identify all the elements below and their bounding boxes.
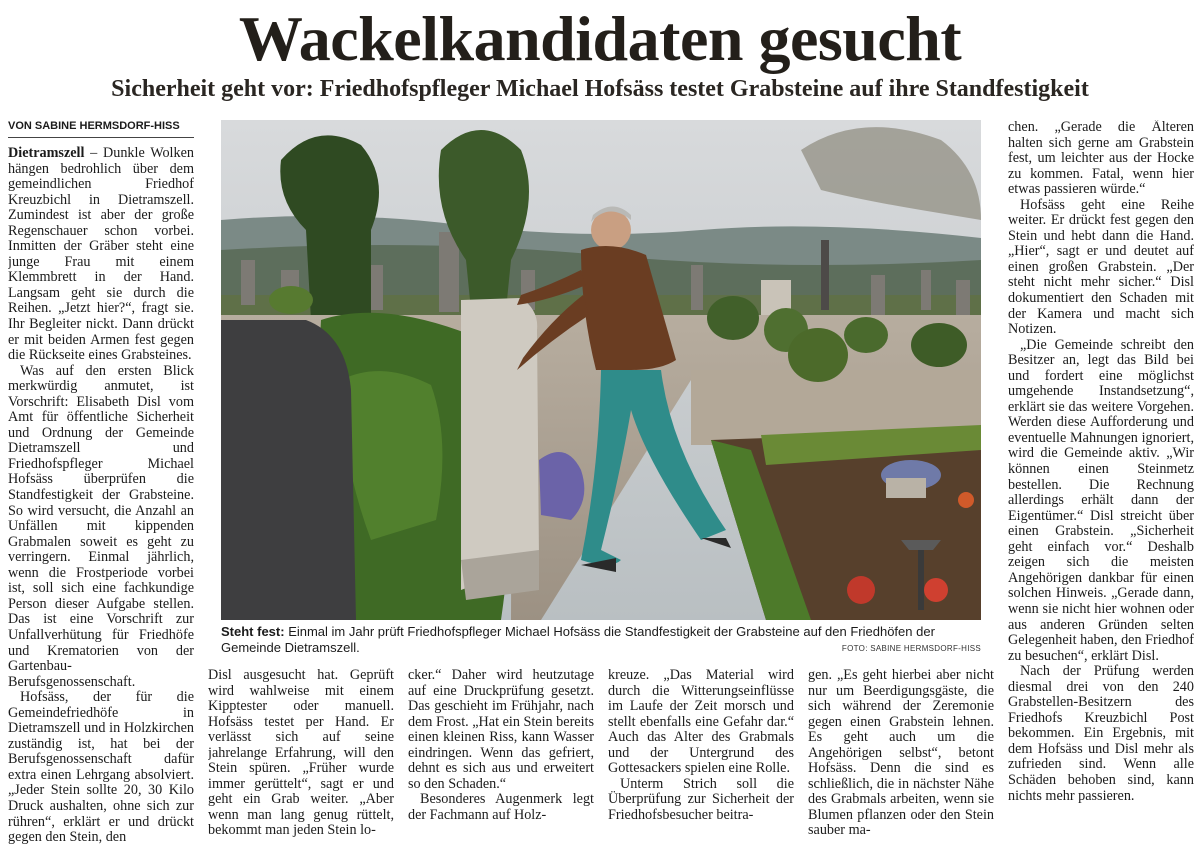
paragraph: Nach der Prüfung werden diesmal drei von den 240 Grabstellen-Besitzern des Friedhofs Kreuzbichl Post bekommen. Ein Ergebnis, mit dem Hofsäss und Disl mehr als zufrieden sind. Wenn alle Schäden behoben sind, kann nichts mehr passieren. — [1008, 663, 1194, 804]
photo-credit: FOTO: SABINE HERMSDORF-HISS — [841, 644, 981, 653]
article-column-1 — [8, 146, 194, 846]
paragraph: Unterm Strich soll die Überprüfung zur Sicherheit der Friedhofsbesucher beitra- — [608, 775, 794, 823]
paragraph: gen. „Es geht hierbei aber nicht nur um Beerdigungsgäste, die sich während der Zeremonie gegen einen Grabstein lehnen. Es geht auch um die Angehörigen selbst“, betont Hofsäss. Denn die sind es schließlich, die in nächster Nähe des Grabmals arbeiten, wenn sie Blumen pflanzen oder den Stein sauber ma- — [808, 668, 994, 839]
paragraph — [8, 146, 194, 364]
article-column-2 — [208, 668, 394, 846]
caption-lead: Steht fest: — [221, 624, 285, 639]
dateline: Dietramszell — [8, 146, 85, 161]
cemetery-photo — [221, 120, 981, 620]
paragraph: chen. „Gerade die Älteren halten sich gerne am Grabstein fest, um leichter aus der Hocke zu kommen. Fatal, wenn hier etwas passieren würde.“ — [1008, 120, 1194, 198]
paragraph: Disl ausgesucht hat. Geprüft wird wahlweise mit einem Kipptester oder manuell. Hofsäss testet per Hand. Er verlässt sich auf seine jahrelange Erfahrung, will den Stein spüren. „Früher wurde immer gerüttelt“, sagt er und geht ein Grab weiter. „Aber wenn man lang genug rüttelt, bekommt man jeden Stein lo- — [208, 668, 394, 839]
article-column-5 — [808, 668, 994, 846]
paragraph: „Die Gemeinde schreibt den Besitzer an, legt das Bild bei und fordert eine möglichst umgehende Instandsetzung“, erklärt sie das weitere Vorgehen. Werden diese Aufforderung und eventuelle Mahnungen ignoriert, wird die Gemeinde aktiv. „Wir können einen Steinmetz bestellen. Die Rechnung allerdings erhält dann der Eigentümer.“ Disl streicht über einen Grabstein. „Sicherheit geht einfach vor.“ Deshalb zeigen sich die meisten Angehörigen dankbar für einen solchen Hinweis. „Gerade dann, wenn sie nicht hier wohnen oder aus anderen Gründen selten Gelegenheit haben, den Friedhof zu besuchen“, erklärt Disl. — [1008, 336, 1194, 664]
paragraph: Hofsäss, der für die Gemeindefriedhöfe in Dietramszell und in Holzkirchen zuständig ist, hat bei der Berufsgenossenschaft dafür extra einen Lehrgang absolviert. „Jeder Stein sollte 20, 30 Kilo Druck aushalten, ohne sich zur rühren“, erklärt er und drückt gegen den Stein, den — [8, 689, 194, 846]
paragraph: kreuze. „Das Material wird durch die Witterungseinflüsse im Laufe der Zeit morsch und stellt ebenfalls eine Gefahr dar.“ Auch das Alter des Grabmals und der Untergrund des Gottesackers spielen eine Rolle. — [608, 668, 794, 777]
headline: Wackelkandidaten gesucht — [238, 3, 962, 74]
paragraph: Hofsäss geht eine Reihe weiter. Er drückt fest gegen den Stein und hebt dann die Hand. „Hier“, sagt er und deutet auf einen großen Grabstein. „Der steht nicht mehr sicher.“ Disl dokumentiert den Schaden mit der Kamera und macht sich Notizen. — [1008, 196, 1194, 338]
paragraph-text: – Dunkle Wolken hängen bedrohlich über dem gemeindlichen Friedhof Kreuzbichl in Dietramszell. Zumindest ist aber der große Regenschauer schon vorbei. Inmitten der Gräber steht eine junge Frau mit einem Klemmbrett in der Hand. Langsam geht sie durch die Reihen. „Jetzt hier?“, fragt sie. Ihr Begleiter nickt. Dann drückt er mit beiden Armen fest gegen die Rückseite eines Grabsteines. — [8, 146, 194, 364]
byline: VON SABINE HERMSDORF-HISS — [8, 119, 194, 138]
article-column-3 — [408, 668, 594, 846]
caption-text: Einmal im Jahr prüft Friedhofspfleger Michael Hofsäss die Standfestigkeit der Grabsteine auf den Friedhöfen der Gemeinde Dietramszell. — [221, 624, 935, 655]
article-column-6 — [1008, 120, 1194, 846]
article-column-4 — [608, 668, 794, 846]
paragraph: cker.“ Daher wird heutzutage auf eine Druckprüfung gesetzt. Das geschieht im Frühjahr, nach dem Frost. „Hat ein Stein bereits einen kleinen Riss, kann Wasser eindringen. Wenn das gefriert, dehnt es sich aus und erweitert so den Schaden.“ — [408, 668, 594, 792]
subheadline: Sicherheit geht vor: Friedhofspfleger Michael Hofsäss testet Grabsteine auf ihre Standfestigkeit — [111, 76, 1089, 102]
paragraph: Was auf den ersten Blick merkwürdig anmutet, ist Vorschrift: Elisabeth Disl vom Amt für öffentliche Sicherheit und Ordnung der Gemeinde Dietramszell und Friedhofspfleger Michael Hofsäss überprüfen die Standfestigkeit der Grabsteine. So wird versucht, die Anzahl an Unfällen mit kippenden Grabmalen soweit es geht zu verringern. Einmal jährlich, wenn die Frostperiode vorbei ist, soll sich eine fachkundige Person dieser Aufgabe stellen. Das ist eine Vorschrift zur Unfallverhütung für Friedhöfe und Krematorien von der Gartenbau-Berufsgenossenschaft. — [8, 362, 194, 690]
paragraph: Besonderes Augenmerk legt der Fachmann auf Holz- — [408, 791, 594, 823]
